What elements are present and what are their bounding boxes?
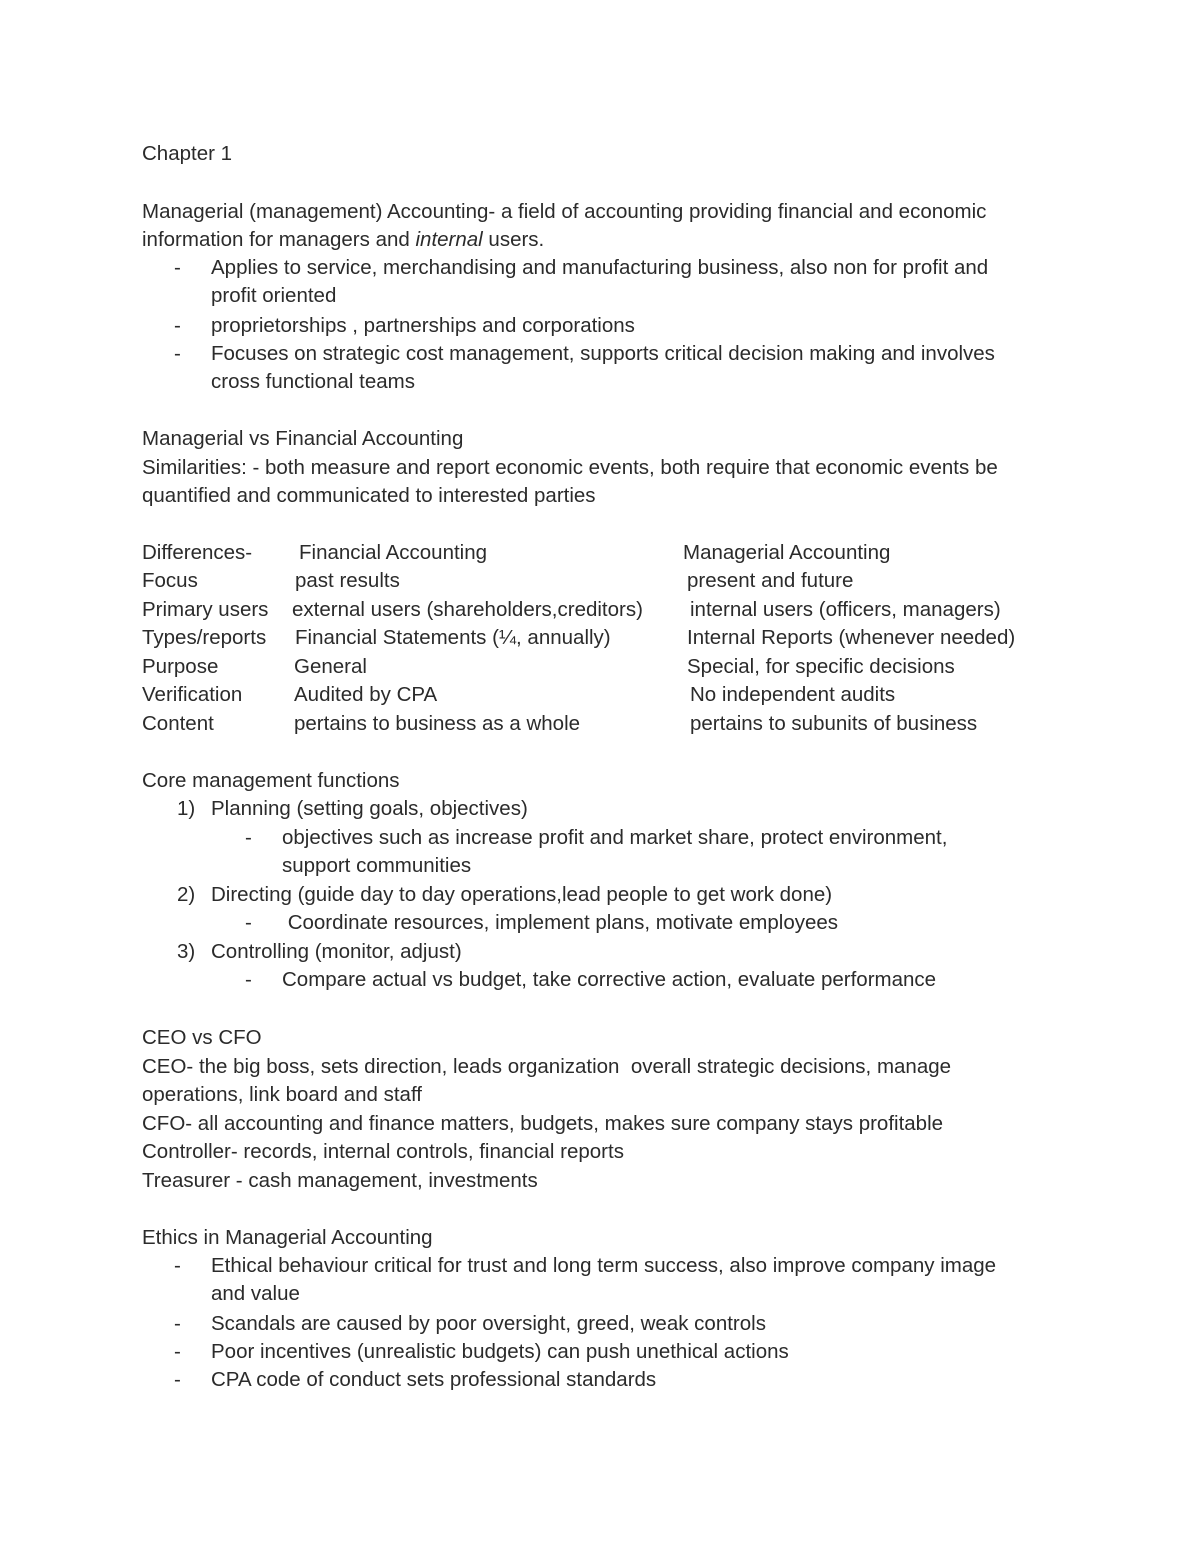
table-header-label: Differences- [142,541,253,564]
table-row-label: Primary users [142,598,269,621]
roles-heading: CEO vs CFO [142,1026,262,1049]
table-row-label: Focus [142,569,198,592]
role-cfo: CFO- all accounting and finance matters, budgets, makes sure company stays profitable [142,1112,944,1135]
function-directing-sub: Coordinate resources, implement plans, motivate employees [282,911,839,934]
table-cell-managerial: Internal Reports (whenever needed) [687,626,1016,649]
similarities-line-1: Similarities: - both measure and report economic events, both require that economic events be [142,456,998,479]
intro-line-1: Managerial (management) Accounting- a field of accounting providing financial and economic [142,200,987,223]
table-cell-financial: Audited by CPA [294,683,438,706]
ethics-bullet-2: Scandals are caused by poor oversight, greed, weak controls [211,1312,766,1335]
table-cell-financial: external users (shareholders,creditors) [292,598,643,621]
role-controller: Controller- records, internal controls, financial reports [142,1140,624,1163]
bullet-dash: - [245,968,252,991]
functions-heading: Core management functions [142,769,400,792]
table-row-label: Content [142,712,214,735]
table-cell-financial: pertains to business as a whole [294,712,581,735]
intro-bullet-3: Focuses on strategic cost management, supports critical decision making and involves [211,342,995,365]
function-planning-sub-cont: support communities [282,854,472,877]
bullet-dash: - [174,314,181,337]
similarities-line-2: quantified and communicated to interested parties [142,484,596,507]
bullet-dash: - [174,342,181,365]
internal-emphasis: internal [415,228,483,251]
function-planning: Planning (setting goals, objectives) [211,797,528,820]
chapter-title: Chapter 1 [142,142,233,165]
list-number: 3) [177,940,196,963]
intro-bullet-1: Applies to service, merchandising and manufacturing business, also non for profit and [211,256,989,279]
intro-line-2 [142,226,544,254]
bullet-dash: - [174,256,181,279]
ethics-bullet-3: Poor incentives (unrealistic budgets) can push unethical actions [211,1340,789,1363]
bullet-dash: - [174,1254,181,1277]
table-header-financial: Financial Accounting [299,541,488,564]
table-row-label: Verification [142,683,243,706]
ethics-heading: Ethics in Managerial Accounting [142,1226,433,1249]
intro-bullet-1-cont: profit oriented [211,284,337,307]
table-cell-financial: past results [295,569,400,592]
table-cell-financial: Financial Statements (¼, annually) [295,626,611,649]
intro-line-2-pre: information for managers and [142,228,416,251]
bullet-dash: - [174,1368,181,1391]
function-planning-sub: objectives such as increase profit and market share, protect environment, [282,826,948,849]
list-number: 1) [177,797,196,820]
role-ceo: CEO- the big boss, sets direction, leads organization overall strategic decisions, manage [142,1055,952,1078]
ethics-bullet-4: CPA code of conduct sets professional standards [211,1368,657,1391]
bullet-dash: - [245,911,252,934]
table-cell-managerial: present and future [687,569,854,592]
table-header-managerial: Managerial Accounting [683,541,891,564]
intro-bullet-3-cont: cross functional teams [211,370,415,393]
list-number: 2) [177,883,196,906]
table-row-label: Purpose [142,655,219,678]
comparison-heading: Managerial vs Financial Accounting [142,427,464,450]
intro-bullet-2: proprietorships , partnerships and corporations [211,314,635,337]
role-ceo-cont: operations, link board and staff [142,1083,422,1106]
table-cell-managerial: No independent audits [690,683,896,706]
table-row-label: Types/reports [142,626,267,649]
ethics-bullet-1: Ethical behaviour critical for trust and long term success, also improve company image [211,1254,997,1277]
bullet-dash: - [245,826,252,849]
function-controlling: Controlling (monitor, adjust) [211,940,462,963]
table-cell-managerial: Special, for specific decisions [687,655,955,678]
role-treasurer: Treasurer - cash management, investments [142,1169,538,1192]
table-cell-managerial: pertains to subunits of business [690,712,978,735]
bullet-dash: - [174,1340,181,1363]
table-cell-financial: General [294,655,367,678]
bullet-dash: - [174,1312,181,1335]
function-controlling-sub: Compare actual vs budget, take corrective action, evaluate performance [282,968,937,991]
ethics-bullet-1-cont: and value [211,1282,300,1305]
table-cell-managerial: internal users (officers, managers) [690,598,1001,621]
intro-line-2-post: users. [482,228,545,251]
function-directing: Directing (guide day to day operations,lead people to get work done) [211,883,833,906]
